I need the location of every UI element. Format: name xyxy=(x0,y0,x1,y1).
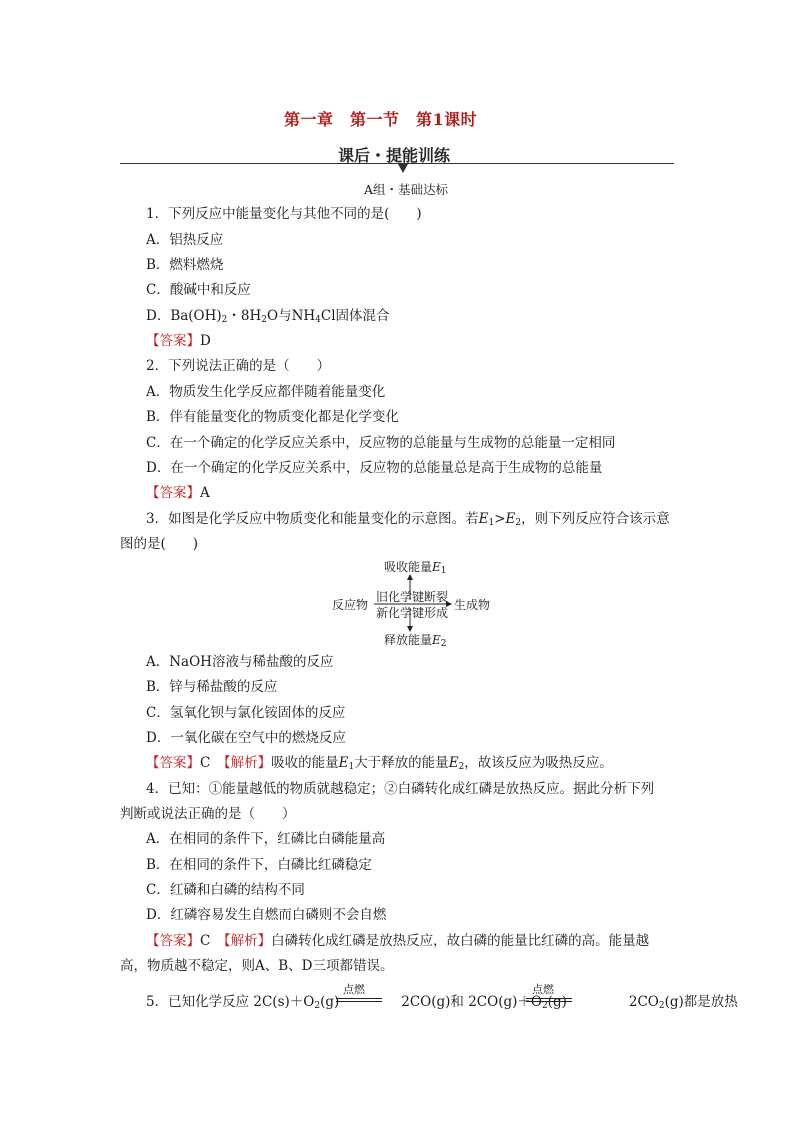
group-heading: A组・基础达标 xyxy=(364,182,449,197)
title-rule xyxy=(120,163,674,164)
q1-option-c: C．酸碱中和反应 xyxy=(146,282,251,298)
q2-option-c: C．在一个确定的化学反应关系中，反应物的总能量与生成物的总能量一定相同 xyxy=(146,435,616,451)
analysis-tag: 【解析】 xyxy=(223,755,272,771)
q4-option-b: B．在相同的条件下，白磷比红磷稳定 xyxy=(146,857,372,873)
answer-tag: 【答案】 xyxy=(146,333,200,349)
q4-option-a: A．在相同的条件下，红磷比白磷能量高 xyxy=(146,831,386,847)
q1-stem: 1．下列反应中能量变化与其他不同的是( ) xyxy=(146,206,422,222)
q5-condition-1: 点燃 xyxy=(343,983,365,996)
q3-option-a: A．NaOH溶液与稀盐酸的反应 xyxy=(146,654,334,670)
q3-stem-line2: 图的是( ) xyxy=(120,536,199,552)
diagram-bottom-label: 释放能量$E_2$ xyxy=(384,633,447,649)
q2-stem: 2．下列说法正确的是（ ） xyxy=(146,358,331,374)
q2-option-d: D．在一个确定的化学反应关系中，反应物的总能量总是高于生成物的总能量 xyxy=(146,460,603,476)
q1-option-b: B．燃料燃烧 xyxy=(146,257,224,273)
diagram-right-label: 生成物 xyxy=(454,598,491,612)
q2-answer: 【答案】A xyxy=(146,485,210,501)
triangle-marker-icon xyxy=(398,164,408,173)
q5-equals-2b xyxy=(526,1001,572,1002)
diagram-mid-bottom-label: 新化学键形成 xyxy=(376,606,449,620)
q5-equals-1a xyxy=(336,998,382,999)
page-subtitle: 课后・提能训练 xyxy=(338,146,451,165)
diagram-top-label: 吸收能量$E_1$ xyxy=(384,560,447,576)
q2-option-b: B．伴有能量变化的物质变化都是化学变化 xyxy=(146,409,399,425)
q4-analysis-line2: 高，物质越不稳定，则A、B、D三项都错误。 xyxy=(120,958,394,974)
q4-stem-line2: 判断或说法正确的是（ ） xyxy=(120,806,296,822)
q3-answer: 【答案】C 【解析】吸收的能量$E_1$大于释放的能量$E_2$，故该反应为吸热反应。 xyxy=(146,755,613,772)
q5-equals-2a xyxy=(526,998,572,999)
q2-option-a: A．物质发生化学反应都伴随着能量变化 xyxy=(146,384,386,400)
q3-stem-line1: 3．如图是化学反应中物质变化和能量变化的示意图。若$E_1>E_2$，则下列反应符合该示意 xyxy=(146,511,670,528)
q1-option-a: A．铝热反应 xyxy=(146,232,224,248)
q1-option-d: D．$Ba(OH)_2$・$8H_2O$与$NH_4Cl$固体混合 xyxy=(146,308,390,325)
q1-answer: 【答案】D xyxy=(146,333,211,349)
diagram-left-label: 反应物 xyxy=(332,598,369,612)
q5-stem: 5．已知化学反应 $2C(s)+O_2(g)$ 2CO(g)和 $2CO(g)+O_2(g)$ $2CO_2(g)$都是放热 xyxy=(146,994,738,1011)
q5-condition-2: 点燃 xyxy=(532,983,554,996)
q3-option-d: D．一氧化碳在空气中的燃烧反应 xyxy=(146,730,346,746)
q5-equals-1b xyxy=(336,1001,382,1002)
q4-stem-line1: 4．已知：①能量越低的物质就越稳定；②白磷转化成红磷是放热反应。据此分析下列 xyxy=(146,781,655,797)
page-title: 第一章 第一节 第1课时 xyxy=(284,110,478,129)
q4-option-c: C．红磷和白磷的结构不同 xyxy=(146,882,305,898)
diagram-mid-top-label: 旧化学键断裂 xyxy=(376,590,449,604)
q3-option-b: B．锌与稀盐酸的反应 xyxy=(146,679,278,695)
q4-option-d: D．红磷容易发生自燃而白磷则不会自燃 xyxy=(146,907,387,923)
q3-option-c: C．氢氧化钡与氯化铵固体的反应 xyxy=(146,705,346,721)
q4-answer: 【答案】C 【解析】白磷转化成红磷是放热反应，故白磷的能量比红磷的高。能量越 xyxy=(146,933,650,949)
